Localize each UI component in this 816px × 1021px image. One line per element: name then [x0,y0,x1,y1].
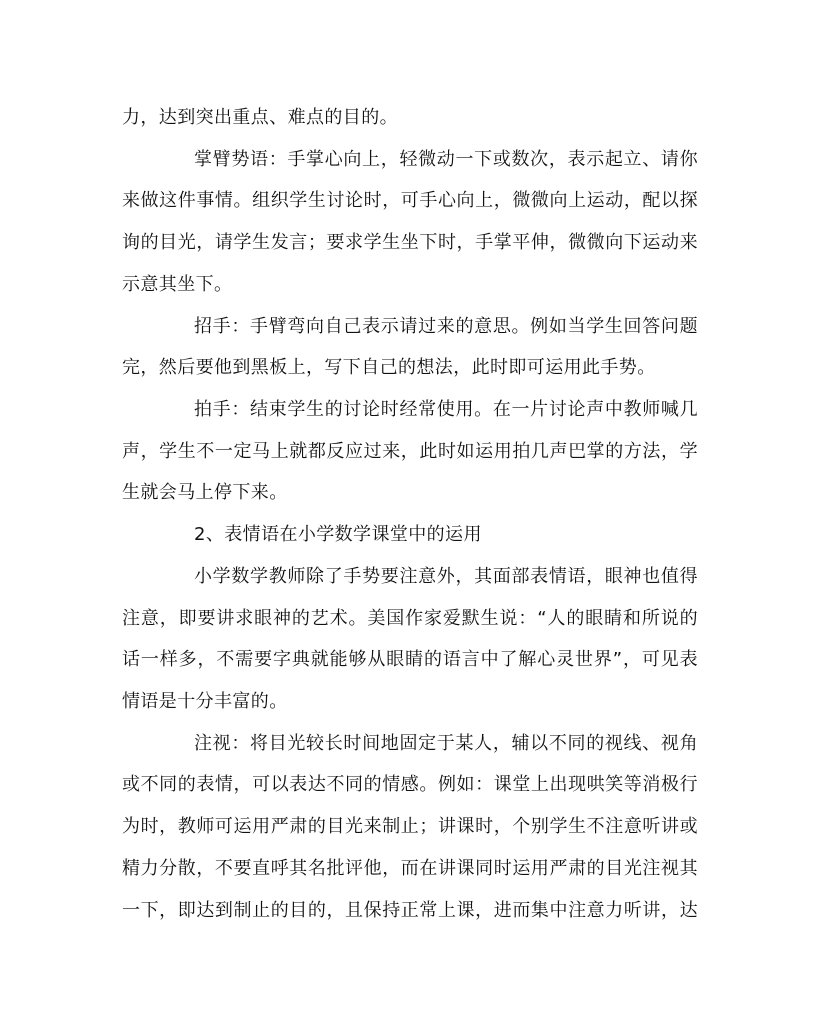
text-line: 话一样多，不需要字典就能够从眼睛的语言中了解心灵世界”，可见表 [122,649,698,670]
text-line: 招手：手臂弯向自己表示请过来的意思。例如当学生回答问题 [194,316,698,337]
text-line: 注视：将目光较长时间地固定于某人，辅以不同的视线、视角 [194,733,698,754]
text-line: 力，达到突出重点、难点的目的。 [122,107,398,128]
text-line: 来做这件事情。组织学生讨论时，可手心向上，微微向上运动，配以探 [122,190,698,211]
text-line: 情语是十分丰富的。 [122,691,288,712]
text-line: 询的目光，请学生发言；要求学生坐下时，手掌平伸，微微向下运动来 [122,232,698,253]
section-heading: 2、表情语在小学数学课堂中的运用 [194,524,482,545]
text-line: 小学数学教师除了手势要注意外，其面部表情语，眼神也值得 [194,566,698,587]
text-line: 为时，教师可运用严肃的目光来制止；讲课时，个别学生不注意听讲或 [122,816,698,837]
text-line: 或不同的表情，可以表达不同的情感。例如：课堂上出现哄笑等消极行 [122,774,698,795]
text-line: 完，然后要他到黑板上，写下自己的想法，此时即可运用此手势。 [122,357,656,378]
text-line: 一下，即达到制止的目的，且保持正常上课，进而集中注意力听讲，达 [122,900,698,921]
text-line: 掌臂势语：手掌心向上，轻微动一下或数次，表示起立、请你 [194,149,698,170]
text-line: 生就会马上停下来。 [122,482,288,503]
text-line: 精力分散，不要直呼其名批评他，而在讲课同时运用严肃的目光注视其 [122,858,698,879]
text-line: 示意其坐下。 [122,274,233,295]
text-line: 拍手：结束学生的讨论时经常使用。在一片讨论声中教师喊几 [194,399,698,420]
text-line: 声，学生不一定马上就都反应过来，此时如运用拍几声巴掌的方法，学 [122,441,698,462]
text-line: 注意，即要讲求眼神的艺术。美国作家爱默生说：“人的眼睛和所说的 [122,608,698,629]
